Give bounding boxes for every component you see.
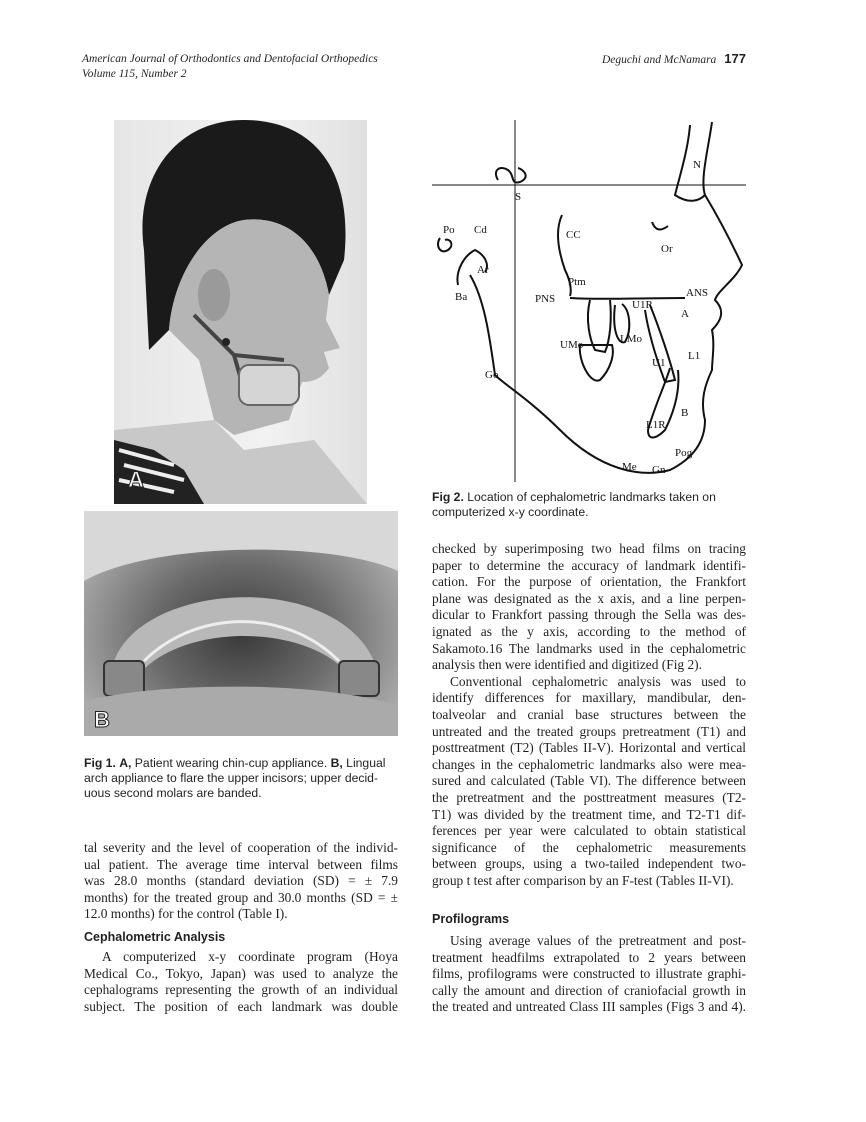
landmark-me: Me xyxy=(622,461,637,473)
fig1-caption xyxy=(84,756,398,801)
landmark-u1r: U1R xyxy=(632,299,653,311)
section-heading-cephalometric-analysis: Cephalometric Analysis xyxy=(84,930,226,944)
landmark-po: Po xyxy=(443,224,455,236)
text-line: months) for the treated group and 30.0 months (SD = ± xyxy=(84,889,398,905)
caption-line: arch appliance to flare the upper incisors; upper decid- xyxy=(84,771,379,785)
right-column-p1 xyxy=(432,541,746,889)
landmark-ans: ANS xyxy=(686,287,709,299)
text-line: tal severity and the level of cooperation of the individ- xyxy=(84,840,398,855)
journal-volume: Volume 115, Number 2 xyxy=(82,68,187,80)
text-line: untreated and the treated groups pretreatment (T1) and xyxy=(432,723,746,739)
text-line: paper to determine the accuracy of landmark identifi- xyxy=(432,557,746,573)
landmark-n: N xyxy=(693,159,701,171)
text-line: group t test after comparison by an F-test (Tables II-VI). xyxy=(432,872,734,888)
text-line: subject. The position of each landmark was double xyxy=(84,998,398,1014)
running-header-right xyxy=(602,51,746,68)
text-line: analysis then were identified and digitized (Fig 2). xyxy=(432,657,702,673)
landmark-lmo: LMo xyxy=(620,333,642,345)
text-line: changes in the cephalometric landmarks also were mea- xyxy=(432,756,746,772)
text-line: plane was designated as the x axis, and a line perpen- xyxy=(432,590,746,606)
landmark-b: B xyxy=(681,407,689,419)
text-line: the pretreatment and the posttreatment measures (T2- xyxy=(432,789,746,805)
landmark-or: Or xyxy=(661,243,673,255)
right-column-p3 xyxy=(432,933,746,1016)
text-line: toalveolar and cranial base structures between the xyxy=(432,706,746,722)
text-line: Sakamoto.16 The landmarks used in the cephalometric xyxy=(432,640,746,656)
text-line: cation. For the purpose of orientation, the Frankfort xyxy=(432,574,746,590)
landmark-labels xyxy=(443,159,708,476)
fig1a-photo xyxy=(114,120,367,504)
fig1b-photo xyxy=(84,511,398,736)
landmark-cc: CC xyxy=(566,229,581,241)
landmark-s: S xyxy=(515,191,522,203)
page-number: 177 xyxy=(724,51,746,66)
landmark-u1: U1 xyxy=(652,357,666,369)
text-line: films, profilograms were constructed to illustrate graphi- xyxy=(432,966,746,982)
section-heading-profilograms: Profilograms xyxy=(432,912,510,926)
caption-line: Location of cephalometric landmarks taken on xyxy=(463,490,716,504)
fig1-a-text: Patient wearing chin-cup appliance. xyxy=(131,756,331,770)
landmark-ptm: Ptm xyxy=(568,276,586,288)
landmark-l1r: L1R xyxy=(646,419,666,431)
text-line: Conventional cephalometric analysis was used to xyxy=(450,673,746,689)
landmark-umo: UMo xyxy=(560,339,584,351)
text-line: between groups, using a two-tailed independent two- xyxy=(432,856,746,872)
text-line: Using average values of the pretreatment and post- xyxy=(450,933,746,948)
fig1-a-label: A, xyxy=(119,756,132,770)
text-line: treatment headfilms extrapolated to 2 years between xyxy=(432,949,746,965)
text-line: A computerized x-y coordinate program (Hoya xyxy=(102,949,398,964)
text-line: ignated as the y axis, according to the method of xyxy=(432,623,746,639)
landmark-gn: Gn xyxy=(652,464,666,476)
landmark-a: A xyxy=(681,308,689,320)
caption-line: computerized x-y coordinate. xyxy=(432,505,589,519)
fig2-caption xyxy=(432,490,746,520)
authors: Deguchi and McNamara xyxy=(601,54,717,66)
landmark-ba: Ba xyxy=(455,291,468,303)
fig2-label: Fig 2. xyxy=(432,490,464,504)
text-line: ferences per year were calculated to obtain statistical xyxy=(432,823,746,839)
caption-line: Lingual xyxy=(342,756,386,770)
text-line: Medical Co., Tokyo, Japan) was used to analyze the xyxy=(84,965,398,981)
running-header-left xyxy=(82,52,378,82)
text-line: dicular to Frankfort passing through the Sella was des- xyxy=(432,607,746,623)
left-column-p1 xyxy=(84,840,398,923)
text-line: T1) was divided by the treatment time, and T2-T1 dif- xyxy=(432,806,746,822)
text-line: 12.0 months) for the control (Table I). xyxy=(84,906,288,922)
caption-line: uous second molars are banded. xyxy=(84,786,262,800)
panel-label-b: B xyxy=(94,707,110,732)
landmark-ar: Ar xyxy=(477,264,489,276)
panel-label-a: A xyxy=(128,467,144,492)
landmark-pog: Pog xyxy=(675,447,693,459)
landmark-cd: Cd xyxy=(474,224,487,236)
text-line: sured and calculated (Table VI). The difference between xyxy=(432,773,746,789)
text-line: significance of the cephalometric measurements xyxy=(432,839,746,855)
text-line: checked by superimposing two head films on tracing xyxy=(432,541,746,556)
left-column-p2 xyxy=(84,949,398,1015)
text-line: identify differences for maxillary, mandibular, den- xyxy=(432,690,746,706)
text-line: the treated and untreated Class III samples (Figs 3 and 4). xyxy=(432,999,746,1015)
text-line: posttreatment (T2) (Tables II-V). Horizontal and vertical xyxy=(432,740,746,756)
fig1-label: Fig 1. xyxy=(84,756,116,770)
text-line: cephalograms representing the growth of an individual xyxy=(84,982,398,998)
landmark-l1: L1 xyxy=(688,350,701,362)
text-line: cally the amount and direction of craniofacial growth in xyxy=(432,982,746,998)
fig2-cephalometric-diagram xyxy=(430,115,750,485)
landmark-pns: PNS xyxy=(535,293,556,305)
text-line: ual patient. The average time interval between films xyxy=(84,856,398,872)
text-line: was 28.0 months (standard deviation (SD) = ± 7.9 xyxy=(84,873,398,889)
fig1-b-label: B, xyxy=(330,756,343,770)
journal-title: American Journal of Orthodontics and Dentofacial Orthopedics xyxy=(82,53,378,65)
landmark-go: Go xyxy=(485,369,499,381)
